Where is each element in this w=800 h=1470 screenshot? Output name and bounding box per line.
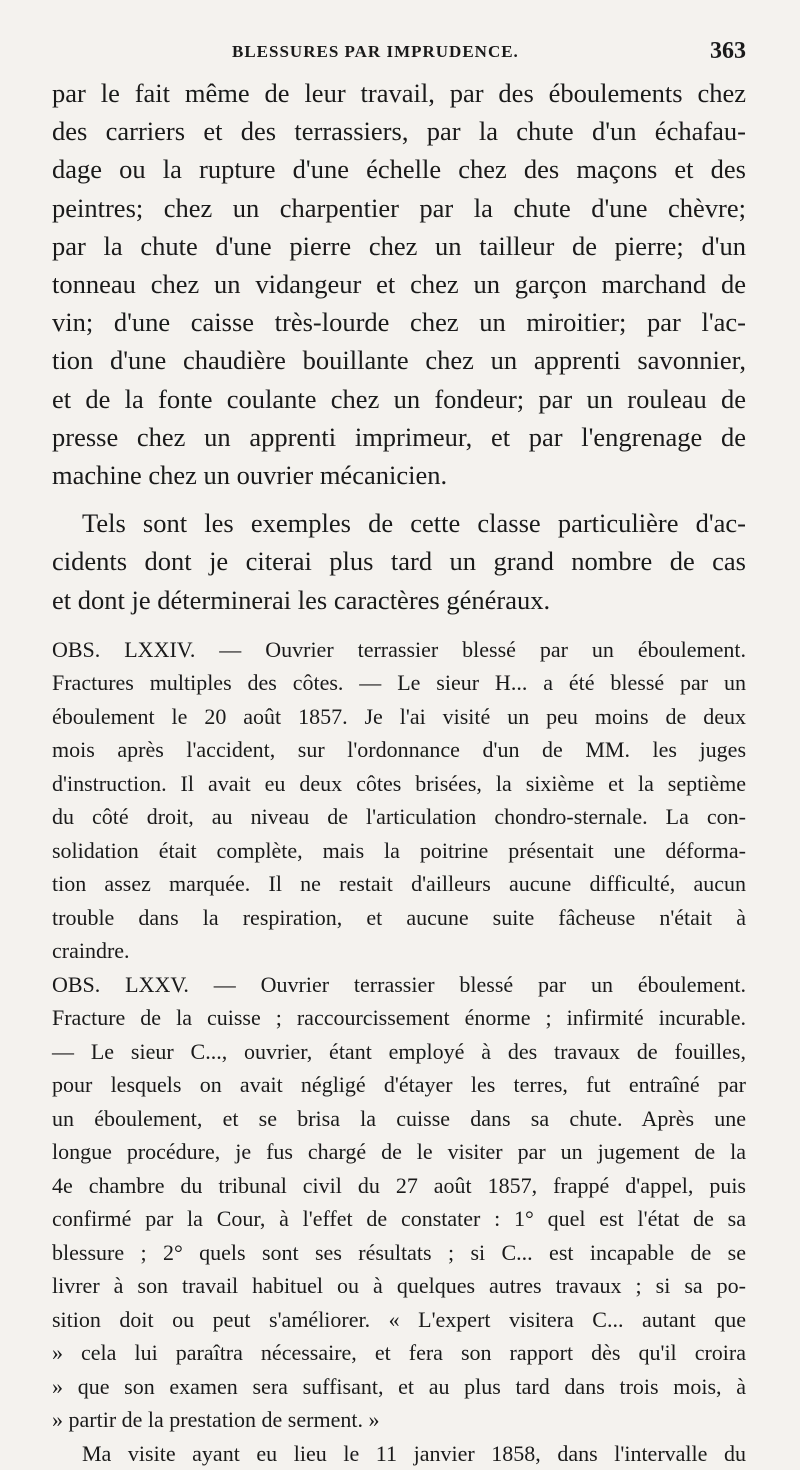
paragraph-2 <box>52 504 746 619</box>
text-line: longue procédure, je fus chargé de le visiter par un jugement de la <box>52 1139 746 1165</box>
text-line: tion d'une chaudière bouillante chez un apprenti savonnier, <box>52 345 746 376</box>
text-line: tonneau chez un vidangeur et chez un garçon marchand de <box>52 269 746 300</box>
page-number: 363 <box>710 38 746 64</box>
text-line: OBS. LXXV. — Ouvrier terrassier blessé par un éboulement. <box>52 971 746 997</box>
text-line: Fracture de la cuisse ; raccourcissement énorme ; infirmité incurable. <box>52 1005 746 1031</box>
paragraph-1 <box>52 74 746 494</box>
text-line: vin; d'une caisse très-lourde chez un miroitier; par l'ac- <box>52 307 746 338</box>
text-line: Tels sont les exemples de cette classe particulière d'ac- <box>82 508 746 539</box>
text-line: trouble dans la respiration, et aucune suite fâcheuse n'était à <box>52 904 746 930</box>
text-line: par la chute d'une pierre chez un tailleur de pierre; d'un <box>52 230 746 261</box>
observation-lxxv <box>52 968 746 1470</box>
text-line: presse chez un apprenti imprimeur, et par l'engrenage de <box>52 421 746 452</box>
text-line: — Le sieur C..., ouvrier, étant employé à des travaux de fouilles, <box>52 1038 746 1064</box>
text-line: du côté droit, au niveau de l'articulation chondro-sternale. La con- <box>52 804 746 830</box>
text-line: et de la fonte coulante chez un fondeur; par un rouleau de <box>52 383 746 414</box>
text-line: et dont je déterminerai les caractères généraux. <box>52 584 551 615</box>
text-line: éboulement le 20 août 1857. Je l'ai visité un peu moins de deux <box>52 703 746 729</box>
page-header <box>52 38 746 74</box>
text-line: blessure ; 2° quels sont ses résultats ; si C... est incapable de se <box>52 1239 746 1265</box>
text-line: 4e chambre du tribunal civil du 27 août 1857, frappé d'appel, puis <box>52 1172 746 1198</box>
running-title: BLESSURES PAR IMPRUDENCE. <box>232 42 519 61</box>
text-line: mois après l'accident, sur l'ordonnance d'un de MM. les juges <box>52 737 746 763</box>
text-line: » cela lui paraîtra nécessaire, et fera son rapport dès qu'il croira <box>52 1340 746 1366</box>
text-line: sition doit ou peut s'améliorer. « L'expert visitera C... autant que <box>52 1306 746 1332</box>
text-line: tion assez marquée. Il ne restait d'ailleurs aucune difficulté, aucun <box>52 871 746 897</box>
text-line: d'instruction. Il avait eu deux côtes brisées, la sixième et la septième <box>52 770 746 796</box>
text-line: un éboulement, et se brisa la cuisse dans sa chute. Après une <box>52 1105 746 1131</box>
text-line: dage ou la rupture d'une échelle chez des maçons et des <box>52 154 746 185</box>
text-line: pour lesquels on avait négligé d'étayer les terres, fut entraîné par <box>52 1072 746 1098</box>
text-line: cidents dont je citerai plus tard un grand nombre de cas <box>52 546 746 577</box>
text-line: solidation était complète, mais la poitrine présentait une déforma- <box>52 837 746 863</box>
text-line: par le fait même de leur travail, par des éboulements chez <box>52 78 746 108</box>
text-line: Ma visite ayant eu lieu le 11 janvier 1858, dans l'intervalle du <box>82 1440 746 1466</box>
text-line: des carriers et des terrassiers, par la chute d'un échafau- <box>52 116 746 147</box>
text-line: craindre. <box>52 938 130 964</box>
observation-lxxiv <box>52 633 746 968</box>
text-line: peintres; chez un charpentier par la chute d'une chèvre; <box>52 192 746 223</box>
text-line: OBS. LXXIV. — Ouvrier terrassier blessé par un éboulement. <box>52 636 746 662</box>
text-line: machine chez un ouvrier mécanicien. <box>52 460 448 491</box>
book-page <box>52 38 746 1470</box>
text-line: livrer à son travail habituel ou à quelques autres travaux ; si sa po- <box>52 1273 746 1299</box>
text-line: » que son examen sera suffisant, et au plus tard dans trois mois, à <box>52 1373 746 1399</box>
text-line: confirmé par la Cour, à l'effet de constater : 1° quel est l'état de sa <box>52 1206 746 1232</box>
text-line: » partir de la prestation de serment. » <box>52 1407 380 1433</box>
text-line: Fractures multiples des côtes. — Le sieur H... a été blessé par un <box>52 670 746 696</box>
